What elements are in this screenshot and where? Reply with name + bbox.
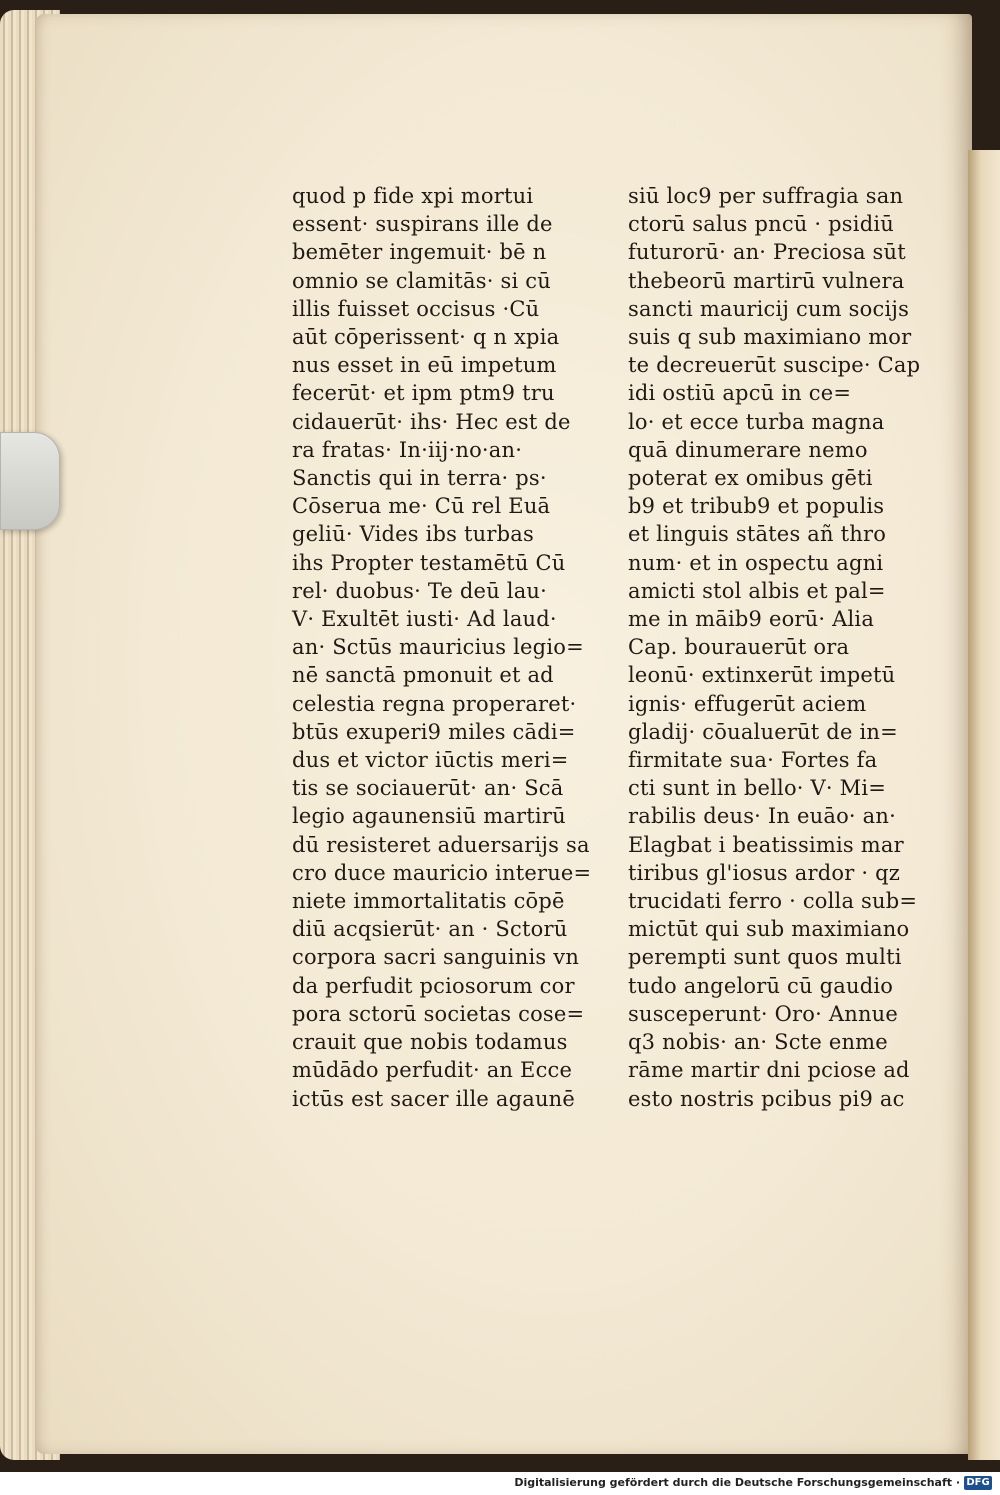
text-line: celestia regna properaret·: [292, 691, 577, 716]
text-line: Cap. bourauerūt ora: [628, 635, 850, 660]
text-line: nus esset in eū impetum: [292, 353, 557, 378]
text-line: rabilis deus· In euāo· an·: [628, 804, 897, 829]
text-line: dū resisteret aduersarijs sa: [292, 832, 590, 857]
text-line: diū acqsierūt· an · Sctorū: [292, 917, 568, 942]
text-line: et linguis stātes añ thro: [628, 522, 887, 547]
text-line: tudo angelorū cū gaudio: [628, 973, 894, 998]
text-line: thebeorū martirū vulnera: [628, 268, 905, 293]
text-line: Elagbat i beatissimis mar: [628, 832, 904, 857]
text-line: Cōserua me· Cū rel Euā: [292, 494, 551, 519]
text-line: b9 et tribub9 et populis: [628, 494, 885, 519]
text-line: btūs exuperi9 miles cādi=: [292, 719, 576, 744]
text-line: tiribus gl'iosus ardor · qz: [628, 860, 900, 885]
text-line: geliū· Vides ibs turbas: [292, 522, 534, 547]
text-line: cti sunt in bello· V· Mi=: [628, 776, 887, 801]
text-line: trucidati ferro · colla sub=: [628, 889, 918, 914]
text-line: ctorū salus pncū · psidiū: [628, 212, 894, 237]
right-text-column: [628, 182, 928, 1113]
text-line: esto nostris pcibus pi9 ac: [628, 1086, 905, 1111]
page-clip: [0, 432, 60, 530]
text-line: nē sanctā pmonuit et ad: [292, 663, 554, 688]
text-line: cidauerūt· ihs· Hec est de: [292, 409, 571, 434]
text-line: mūdādo perfudit· an Ecce: [292, 1058, 573, 1083]
text-line: an· Sctūs mauricius legio=: [292, 635, 584, 660]
text-line: idi ostiū apcū in ce=: [628, 381, 852, 406]
text-line: da perfudit pciosorum cor: [292, 973, 575, 998]
text-line: suis q sub maximiano mor: [628, 325, 912, 350]
text-line: tis se sociauerūt· an· Scā: [292, 776, 564, 801]
text-line: sancti mauricij cum socijs: [628, 296, 910, 321]
text-line: futurorū· an· Preciosa sūt: [628, 240, 906, 265]
text-line: me in māib9 eorū· Alia: [628, 607, 875, 632]
text-line: omnio se clamitās· si cū: [292, 268, 551, 293]
text-line: ictūs est sacer ille agaunē: [292, 1086, 576, 1111]
text-line: rel· duobus· Te deū lau·: [292, 578, 548, 603]
text-line: firmitate sua· Fortes fa: [628, 748, 878, 773]
text-line: quā dinumerare nemo: [628, 437, 868, 462]
text-line: susceperunt· Oro· Annue: [628, 1001, 899, 1026]
text-line: illis fuisset occisus ·Cū: [292, 296, 540, 321]
text-line: fecerūt· et ipm ptm9 tru: [292, 381, 555, 406]
text-line: dus et victor iūctis meri=: [292, 748, 569, 773]
text-line: pora sctorū societas cose=: [292, 1001, 585, 1026]
text-line: q3 nobis· an· Scte enme: [628, 1030, 888, 1055]
text-line: aūt cōperissent· q n xpia: [292, 325, 560, 350]
text-line: Sanctis qui in terra· ps·: [292, 466, 547, 491]
text-line: ihs Propter testamētū Cū: [292, 550, 566, 575]
text-line: quod p fide xpi mortui: [292, 184, 534, 208]
text-line: mictūt qui sub maximiano: [628, 917, 910, 942]
text-line: perempti sunt quos multi: [628, 945, 902, 970]
text-line: cro duce mauricio interue=: [292, 860, 592, 885]
text-line: num· et in ospectu agni: [628, 550, 884, 575]
text-line: V· Exultēt iusti· Ad laud·: [292, 607, 557, 632]
left-text-column: [292, 182, 592, 1113]
text-line: crauit que nobis todamus: [292, 1030, 568, 1055]
text-line: essent· suspirans ille de: [292, 212, 553, 237]
text-line: amicti stol albis et pal=: [628, 578, 886, 603]
text-line: corpora sacri sanguinis vn: [292, 945, 580, 970]
footer-bar: [0, 1472, 1000, 1495]
text-line: gladij· cōualuerūt de in=: [628, 719, 898, 744]
text-line: bemēter ingemuit· bē n: [292, 240, 547, 265]
text-line: rāme martir dni pciose ad: [628, 1058, 910, 1083]
text-line: legio agaunensiū martirū: [292, 804, 566, 829]
dfg-logo: DFG: [964, 1476, 992, 1490]
text-line: siū loc9 per suffragia san: [628, 184, 904, 208]
text-line: lo· et ecce turba magna: [628, 409, 885, 434]
text-line: ra fratas· In·iij·no·an·: [292, 437, 523, 462]
text-line: leonū· extinxerūt impetū: [628, 663, 896, 688]
text-line: poterat ex omibus gēti: [628, 466, 873, 491]
facing-page-edge: [968, 150, 1000, 1460]
footer-credit: Digitalisierung gefördert durch die Deutsche Forschungsgemeinschaft ·: [514, 1476, 960, 1489]
text-line: niete immortalitatis cōpē: [292, 889, 565, 914]
text-line: te decreuerūt suscipe· Cap: [628, 353, 921, 378]
text-line: ignis· effugerūt aciem: [628, 691, 867, 716]
